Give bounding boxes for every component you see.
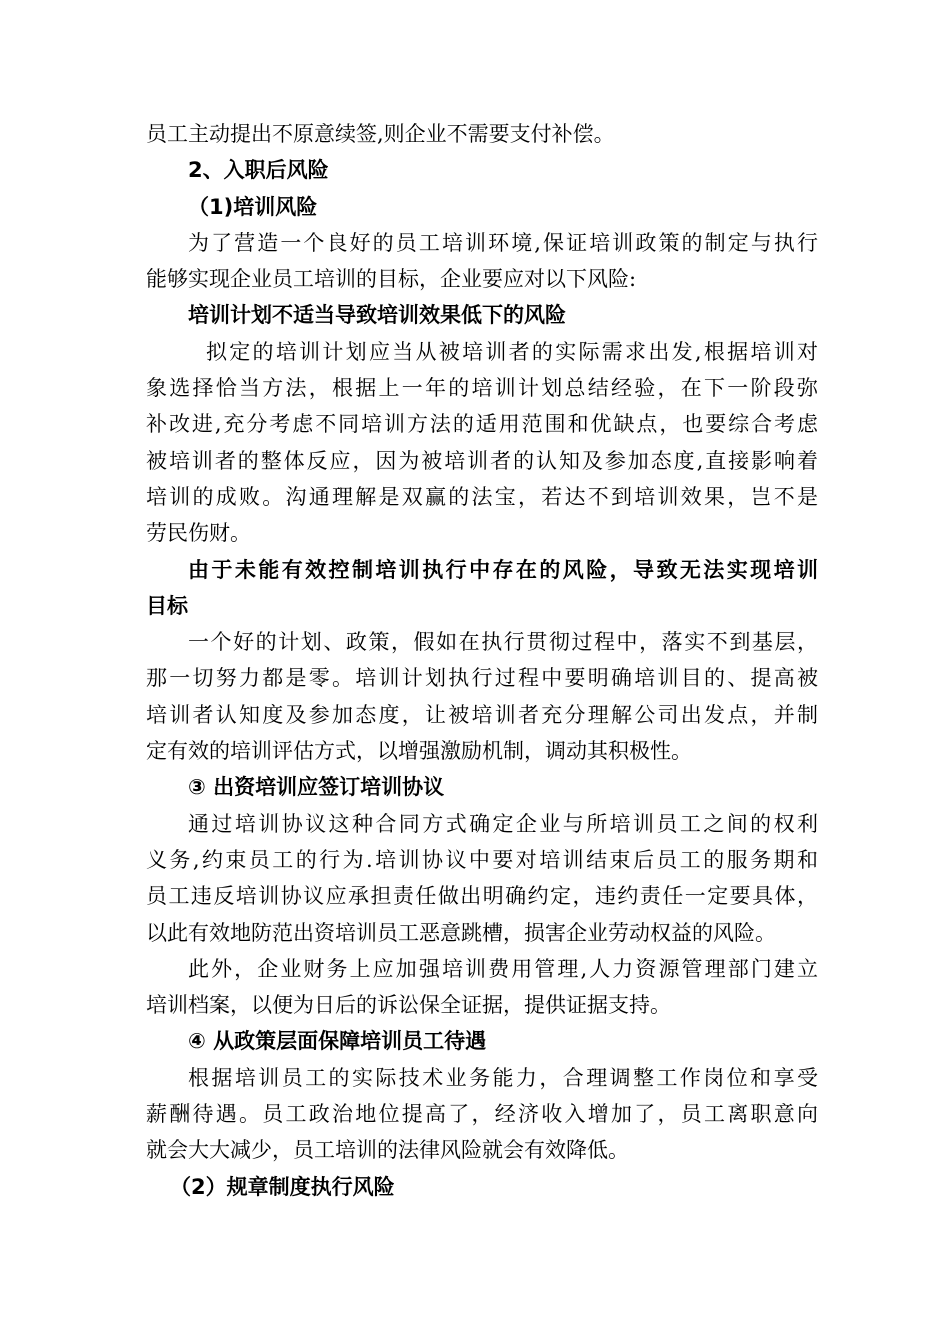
paragraph-line: 根据培训员工的实际技术业务能力，合理调整工作岗位和享受 <box>188 1065 818 1090</box>
item-heading: ④ 从政策层面保障培训员工待遇 <box>188 1029 487 1054</box>
paragraph-line: 此外，企业财务上应加强培训费用管理,人力资源管理部门建立 <box>188 956 818 981</box>
item-heading: 培训计划不适当导致培训效果低下的风险 <box>188 303 566 328</box>
paragraph-line: 培训的成败。沟通理解是双赢的法宝，若达不到培训效果，岂不是 <box>146 484 818 509</box>
paragraph-line: 定有效的培训评估方式，以增强激励机制，调动其积极性。 <box>146 739 692 764</box>
paragraph-line: 培训者认知度及参加态度，让被培训者充分理解公司出发点，并制 <box>146 702 818 727</box>
section-heading: 2、入职后风险 <box>188 158 329 183</box>
paragraph-line: 就会大大减少，员工培训的法律风险就会有效降低。 <box>146 1138 629 1163</box>
subsection-heading: （2）规章制度执行风险 <box>170 1174 395 1199</box>
paragraph-line: 一个好的计划、政策，假如在执行贯彻过程中，落实不到基层， <box>188 630 818 655</box>
item-heading: 由于未能有效控制培训执行中存在的风险，导致无法实现培训 <box>188 557 818 582</box>
paragraph-line: 培训档案，以便为日后的诉讼保全证据，提供证据支持。 <box>146 993 671 1018</box>
paragraph-line: 劳民伤财。 <box>146 521 251 546</box>
paragraph-line: 能够实现企业员工培训的目标，企业要应对以下风险: <box>146 267 637 292</box>
paragraph-line: 员工主动提出不原意续签,则企业不需要支付补偿。 <box>146 122 615 146</box>
paragraph-line: 为了营造一个良好的员工培训环境,保证培训政策的制定与执行 <box>188 230 818 255</box>
paragraph-line: 通过培训协议这种合同方式确定企业与所培训员工之间的权利 <box>188 811 818 836</box>
paragraph-line: 那一切努力都是零。培训计划执行过程中要明确培训目的、提高被 <box>146 666 818 691</box>
paragraph-line: 以此有效地防范出资培训员工恶意跳槽，损害企业劳动权益的风险。 <box>146 920 776 945</box>
item-heading: ③ 出资培训应签订培训协议 <box>188 775 445 800</box>
document-body <box>146 116 818 1205</box>
paragraph-line: 补改进,充分考虑不同培训方法的适用范围和优缺点，也要综合考虑 <box>146 412 818 437</box>
paragraph-line: 拟定的培训计划应当从被培训者的实际需求出发,根据培训对 <box>206 339 818 364</box>
paragraph-line: 义务,约束员工的行为.培训协议中要对培训结束后员工的服务期和 <box>146 847 818 872</box>
item-heading: 目标 <box>146 593 188 618</box>
paragraph-line: 象选择恰当方法，根据上一年的培训计划总结经验，在下一阶段弥 <box>146 376 818 401</box>
subsection-heading: （1)培训风险 <box>188 194 318 219</box>
paragraph-line: 员工违反培训协议应承担责任做出明确约定，违约责任一定要具体， <box>146 884 818 909</box>
paragraph-line: 被培训者的整体反应，因为被培训者的认知及参加态度,直接影响着 <box>146 448 818 473</box>
paragraph-line: 薪酬待遇。员工政治地位提高了，经济收入增加了，员工离职意向 <box>146 1102 818 1127</box>
